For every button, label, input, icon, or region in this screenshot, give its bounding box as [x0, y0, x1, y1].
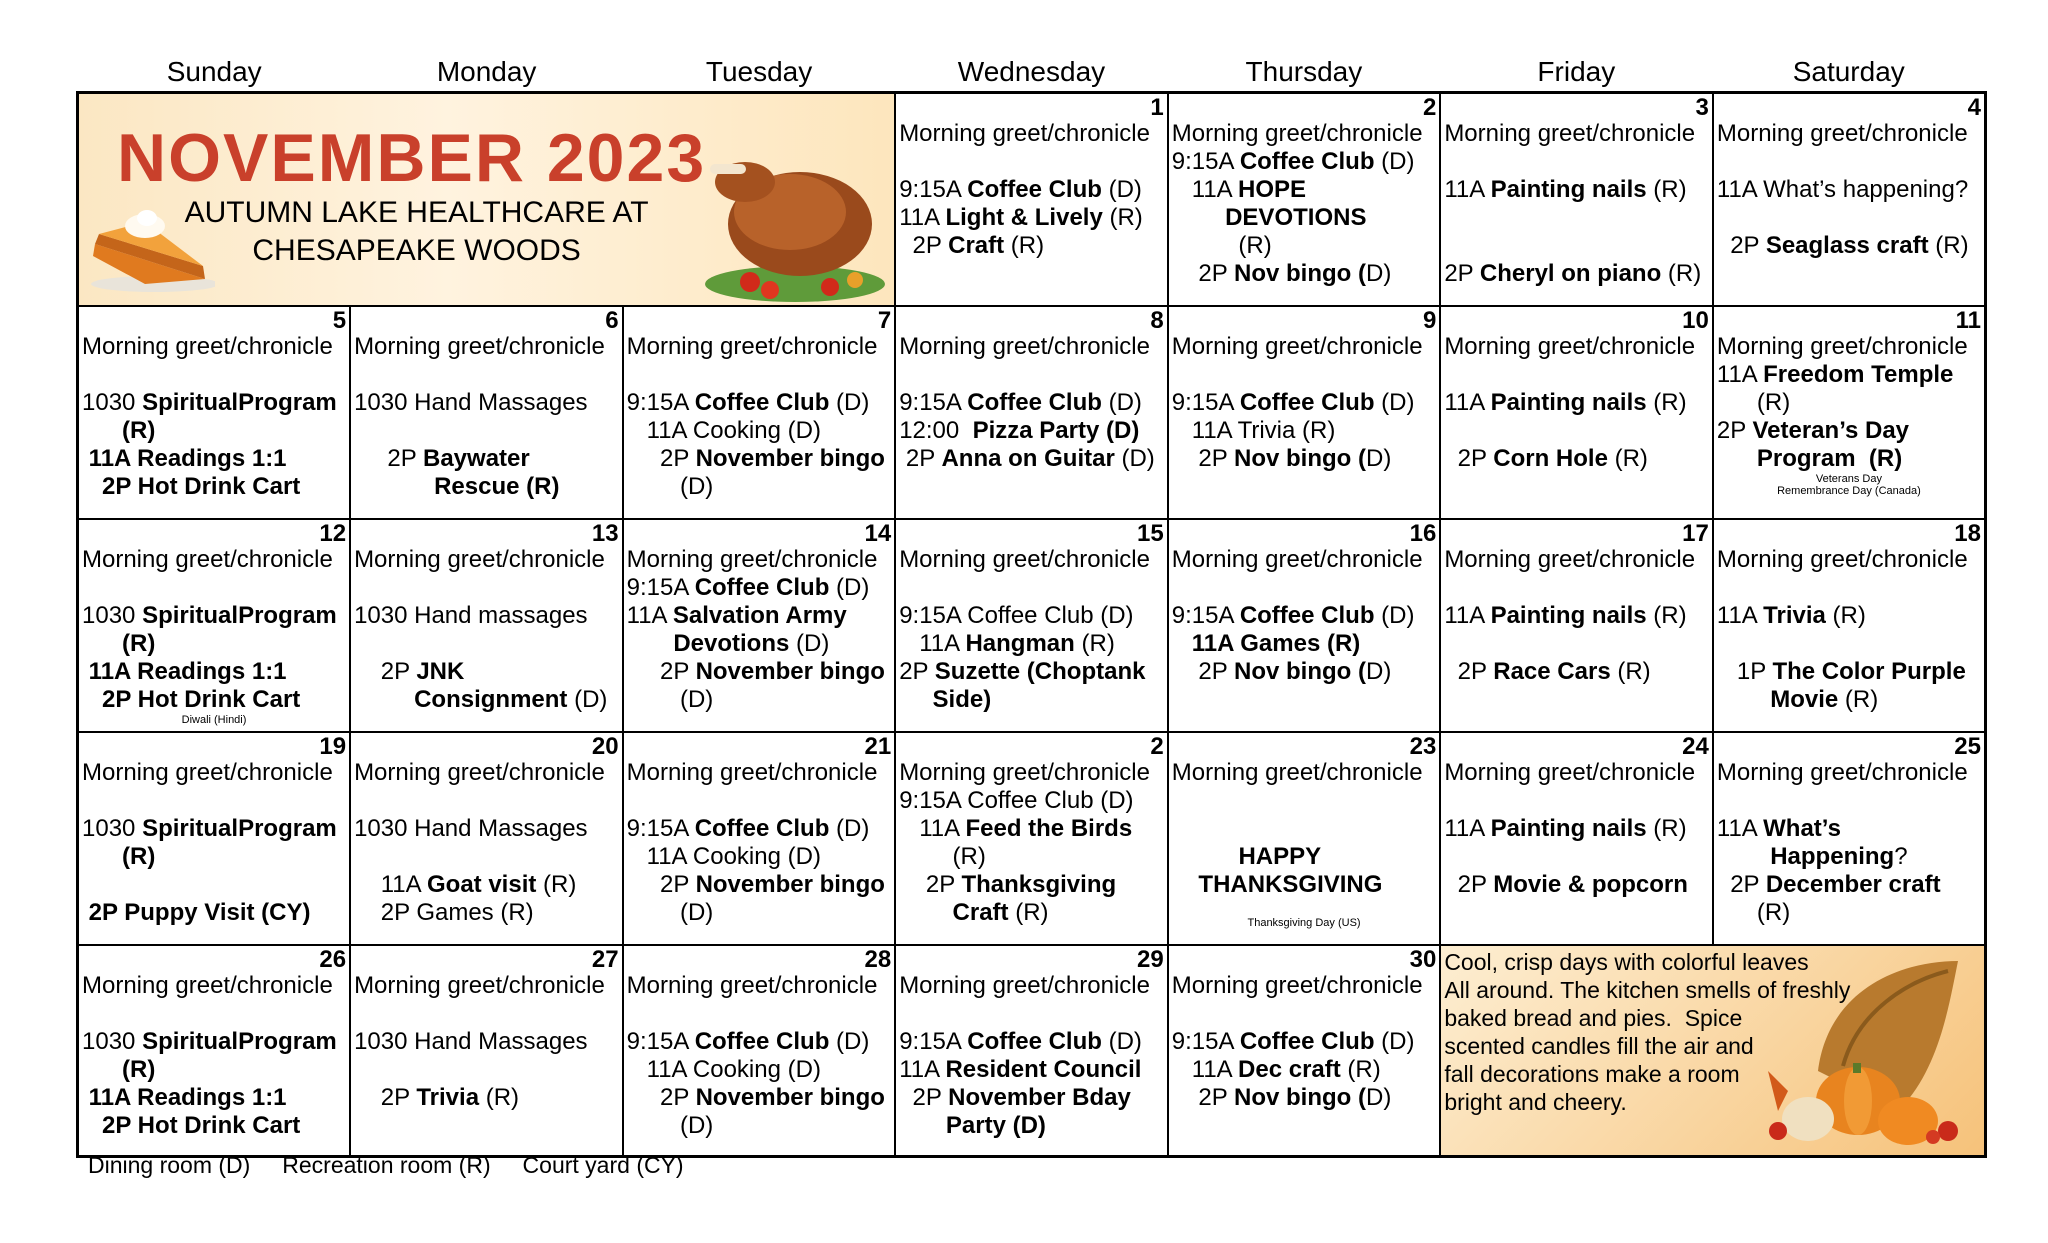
day-number: 29 — [1137, 945, 1164, 973]
activity-line — [899, 574, 1164, 602]
activity-line: (D) — [626, 472, 714, 500]
activity-line: 11A What’s — [1716, 814, 1841, 842]
day-cell-12 — [78, 519, 351, 732]
activity-line: 2P Suzette (Choptank — [899, 657, 1146, 685]
activity-line — [1444, 148, 1709, 176]
weekday-sunday: Sunday — [166, 56, 262, 87]
activity-line: Morning greet/chronicle — [626, 332, 878, 360]
activity-line — [354, 574, 619, 602]
day-number: 5 — [332, 306, 347, 334]
activity-line: 2P Games (R) — [354, 898, 534, 926]
activity-line — [1717, 787, 1981, 815]
day-number: 21 — [864, 732, 892, 760]
day-number: 2 — [1422, 94, 1437, 121]
day-cell-14 — [623, 519, 896, 732]
banner-subtitle-line1: AUTUMN LAKE HEALTHCARE AT — [184, 196, 649, 229]
activity-line: 11A Dec craft (R) — [1171, 1055, 1381, 1083]
day-cell-7 — [623, 306, 896, 519]
activity-line: 9:15A Coffee Club (D) — [1171, 148, 1415, 175]
activity-line: (D) — [626, 898, 714, 926]
activity-line: 2P Nov bingo (D) — [1171, 657, 1392, 685]
activity-line: 9:15A Coffee Club (D) — [1171, 388, 1415, 416]
activity-line: Morning greet/chronicle — [626, 758, 878, 786]
activity-line: (R) — [122, 1055, 156, 1083]
activity-line: 11A Readings 1:1 — [88, 657, 287, 685]
activity-line: 9:15A Coffee Club (D) — [626, 388, 870, 416]
activity-line: 2P Seaglass craft (R) — [1716, 232, 1969, 259]
activity-line: Side) — [932, 685, 992, 713]
activity-line — [899, 148, 1164, 176]
activity-line — [1444, 843, 1709, 871]
weekday-friday: Friday — [1537, 56, 1616, 87]
activity-line: THANKSGIVING — [1198, 870, 1383, 898]
activity-line — [1444, 574, 1709, 602]
activity-line: 11A Painting nails (R) — [1444, 388, 1687, 416]
day-cell-17 — [1440, 519, 1713, 732]
activity-line: Morning greet/chronicle — [899, 971, 1150, 999]
activity-line: 9:15A Coffee Club (D) — [899, 601, 1134, 629]
activity-line: Morning greet/chronicle — [1171, 120, 1423, 147]
activity-line — [1172, 361, 1437, 389]
activity-line: Morning greet/chronicle — [1444, 758, 1696, 786]
activity-line: 11A What’s happening? — [1716, 176, 1969, 203]
activity-line: 9:15A Coffee Club (D) — [626, 814, 870, 842]
month-banner — [78, 93, 896, 306]
activity-line — [1444, 232, 1709, 260]
activity-line: 2P Nov bingo (D) — [1171, 260, 1392, 287]
day-cell-23 — [1168, 732, 1441, 945]
day-number: 23 — [1409, 732, 1437, 760]
activity-line: 9:15A Coffee Club (D) — [899, 786, 1134, 814]
day-cell-24 — [1440, 732, 1713, 945]
activity-line — [899, 1000, 1164, 1028]
activity-line: 9:15A Coffee Club (D) — [1171, 601, 1415, 629]
activity-line — [1444, 361, 1709, 389]
day-cell-5 — [78, 306, 351, 519]
day-cell-18 — [1713, 519, 1986, 732]
day-number: 6 — [605, 306, 619, 334]
activity-line: DEVOTIONS — [1225, 204, 1367, 231]
activity-line: Morning greet/chronicle — [82, 971, 333, 999]
activity-line: Morning greet/chronicle — [354, 332, 605, 360]
activity-line: Morning greet/chronicle — [899, 332, 1150, 360]
autumn-message-text: Cool, crisp days with colorful leaves All around. The kitchen smells of freshly baked bread and pies. Spice scented candles fill the air and fall decorations make a room bright and cheery. — [1444, 948, 1851, 1115]
day-number: 24 — [1682, 732, 1709, 760]
activity-line — [1717, 204, 1981, 232]
activity-line: 1030 Hand massages — [354, 601, 588, 629]
activity-line: Party (D) — [945, 1111, 1046, 1139]
activity-line: Morning greet/chronicle — [82, 545, 333, 573]
activity-line: 11A Resident Council — [899, 1055, 1142, 1083]
day-cell-8 — [895, 306, 1168, 519]
day-cell-3 — [1440, 93, 1713, 306]
day-number: 18 — [1954, 519, 1981, 547]
activity-line: HAPPY — [1238, 842, 1322, 870]
activity-line: (R) — [122, 416, 156, 444]
weekday-thursday: Thursday — [1245, 56, 1363, 87]
day-cell-11 — [1713, 306, 1986, 519]
day-number: 10 — [1682, 306, 1709, 334]
activity-line — [1172, 787, 1437, 815]
holiday-note: Veterans Day Remembrance Day (Canada) — [1777, 472, 1921, 497]
weekday-saturday: Saturday — [1792, 56, 1905, 87]
day-cell-27 — [350, 945, 623, 1157]
activity-line: 11A Painting nails (R) — [1444, 176, 1687, 203]
activity-line — [354, 1056, 619, 1084]
activity-line: (D) — [626, 685, 714, 713]
activity-line: Morning greet/chronicle — [1171, 545, 1423, 573]
activity-line: 2P Baywater — [354, 444, 530, 472]
activity-line: Consignment (D) — [414, 685, 608, 713]
activity-line — [354, 843, 619, 871]
day-number: 12 — [319, 519, 347, 547]
banner-title: NOVEMBER 2023 — [117, 120, 707, 196]
activity-line: 1030 Hand Massages — [354, 1027, 588, 1055]
activity-line: Morning greet/chronicle — [82, 332, 333, 360]
day-number: 1 — [1150, 94, 1164, 121]
weekday-wednesday: Wednesday — [957, 56, 1106, 87]
activity-line: 11A Painting nails (R) — [1444, 814, 1687, 842]
day-number: 17 — [1682, 519, 1709, 547]
day-number: 19 — [319, 732, 347, 760]
activity-line — [1717, 148, 1981, 176]
activity-line — [1444, 417, 1709, 445]
activity-line: 9:15A Coffee Club (D) — [626, 1027, 870, 1055]
activity-line: Morning greet/chronicle — [1716, 545, 1968, 573]
day-cell-4 — [1713, 93, 1986, 306]
day-cell-26 — [78, 945, 351, 1157]
activity-line: Morning greet/chronicle — [1444, 545, 1696, 573]
activity-line: 9:15A Coffee Club (D) — [1171, 1027, 1415, 1055]
activity-line: Devotions (D) — [673, 629, 830, 657]
activity-line: Morning greet/chronicle — [1716, 120, 1968, 147]
activity-line — [627, 787, 892, 815]
day-number: 7 — [877, 306, 892, 334]
activity-line — [627, 361, 892, 389]
banner-subtitle-line2: CHESAPEAKE WOODS — [252, 234, 581, 267]
activity-line: 11A Trivia (R) — [1716, 601, 1866, 629]
activity-line: 11A Cooking (D) — [626, 416, 821, 444]
day-number: 3 — [1695, 94, 1709, 121]
activity-line: Morning greet/chronicle — [354, 545, 605, 573]
day-cell-29 — [895, 945, 1168, 1157]
activity-line: Morning greet/chronicle — [1171, 332, 1423, 360]
day-cell-15 — [895, 519, 1168, 732]
day-cell-20 — [350, 732, 623, 945]
activity-line: 11A Hangman (R) — [899, 629, 1115, 657]
activity-line: Morning greet/chronicle — [1171, 971, 1423, 999]
activity-line: 1030 SpiritualProgram — [82, 1027, 337, 1055]
activity-line — [627, 1000, 892, 1028]
activity-line: Morning greet/chronicle — [1716, 758, 1968, 786]
activity-line: Rescue (R) — [434, 472, 560, 500]
day-number: 2 — [1150, 732, 1164, 760]
activity-line — [82, 787, 346, 815]
day-cell-9 — [1168, 306, 1441, 519]
activity-line — [354, 787, 619, 815]
day-cell-30 — [1168, 945, 1441, 1157]
activity-line: Craft (R) — [952, 898, 1049, 926]
day-number: 26 — [319, 945, 347, 973]
holiday-note: Thanksgiving Day (US) — [1247, 916, 1361, 929]
activity-line: 11A Trivia (R) — [1171, 416, 1336, 444]
activity-line — [1172, 574, 1437, 602]
activity-line — [82, 361, 346, 389]
day-number: 28 — [864, 945, 892, 973]
activity-line — [354, 1000, 619, 1028]
activity-line: (R) — [1171, 232, 1272, 259]
activity-line — [1717, 574, 1981, 602]
activity-line: 2P Trivia (R) — [354, 1083, 520, 1111]
activity-line: 12:00 Pizza Party (D) — [899, 416, 1140, 444]
holiday-note: Diwali (Hindi) — [181, 713, 247, 726]
activity-line: 2P November bingo — [626, 870, 885, 898]
activity-line: 11A Light & Lively (R) — [899, 204, 1143, 231]
activity-line: 11A Readings 1:1 — [88, 1083, 287, 1111]
pumpkin-pie-icon — [85, 184, 215, 294]
activity-line: 2P Cheryl on piano (R) — [1444, 260, 1702, 287]
day-cell-16 — [1168, 519, 1441, 732]
activity-line: 1030 SpiritualProgram — [82, 814, 337, 842]
activity-line: 11A Freedom Temple — [1716, 360, 1954, 388]
activity-line: 11A Goat visit (R) — [354, 870, 577, 898]
activity-line: Happening? — [1770, 842, 1908, 870]
activity-line — [82, 574, 346, 602]
day-cell-2 — [1168, 93, 1441, 306]
activity-line: Morning greet/chronicle — [354, 971, 605, 999]
activity-line: Morning greet/chronicle — [1716, 332, 1968, 360]
activity-line: 2P Hot Drink Cart — [102, 472, 301, 500]
activity-line — [1172, 1000, 1437, 1028]
activity-line: 2P Corn Hole (R) — [1444, 444, 1648, 472]
activity-line — [1172, 815, 1437, 843]
activity-line: Movie (R) — [1770, 685, 1879, 713]
day-number: 25 — [1954, 732, 1981, 760]
activity-line: (R) — [899, 842, 986, 870]
activity-line: 2P Veteran’s Day — [1716, 416, 1910, 444]
activity-line: 2P November Bday — [899, 1083, 1131, 1111]
activity-line: 11A Salvation Army — [626, 601, 847, 629]
roast-turkey-icon — [690, 112, 890, 306]
activity-line: Morning greet/chronicle — [354, 758, 605, 786]
activity-line: Morning greet/chronicle — [899, 758, 1150, 786]
activity-line: 2P Puppy Visit (CY) — [88, 898, 311, 926]
activity-line: 2P JNK — [354, 657, 465, 685]
activity-line: (R) — [122, 842, 156, 870]
activity-line: 9:15A Coffee Club (D) — [899, 176, 1142, 203]
activity-line: 1030 Hand Massages — [354, 814, 588, 842]
activity-line: Morning greet/chronicle — [1444, 332, 1696, 360]
day-number: 15 — [1137, 519, 1164, 547]
activity-line: 11A Cooking (D) — [626, 1055, 821, 1083]
activity-line — [82, 871, 346, 899]
activity-line: 11A Painting nails (R) — [1444, 601, 1687, 629]
activity-line — [899, 361, 1164, 389]
activity-line: Morning greet/chronicle — [899, 120, 1150, 147]
day-number: 30 — [1409, 945, 1437, 973]
activity-line: 2P Craft (R) — [899, 232, 1045, 259]
weekday-header — [78, 54, 1985, 90]
activity-line: 2P Anna on Guitar (D) — [899, 444, 1155, 472]
activity-line: (D) — [626, 1111, 714, 1139]
activity-line: 11A Games (R) — [1191, 629, 1361, 657]
day-cell-10 — [1440, 306, 1713, 519]
autumn-message — [1440, 945, 1985, 1157]
day-number: 20 — [591, 732, 619, 760]
activity-line: 11A Feed the Birds — [899, 814, 1133, 842]
day-cell-21 — [623, 732, 896, 945]
activity-line: 9:15A Coffee Club (D) — [899, 1027, 1142, 1055]
activity-line: 2P November bingo — [626, 657, 885, 685]
activity-line: 2P Nov bingo (D) — [1171, 444, 1392, 472]
activity-line — [354, 630, 619, 658]
day-cell-13 — [350, 519, 623, 732]
day-number: 16 — [1409, 519, 1437, 547]
activity-line: 2P Thanksgiving — [899, 870, 1117, 898]
activity-line: 9:15A Coffee Club (D) — [626, 573, 870, 601]
activity-line: Morning greet/chronicle — [82, 758, 333, 786]
activity-line: 2P Hot Drink Cart — [102, 1111, 301, 1139]
activity-line: 2P Hot Drink Cart — [102, 685, 301, 713]
day-cell-25 — [1713, 732, 1986, 945]
activity-line: 11A Cooking (D) — [626, 842, 821, 870]
activity-line: Morning greet/chronicle — [626, 545, 878, 573]
activity-line — [1444, 204, 1709, 232]
weekday-monday: Monday — [436, 56, 537, 87]
activity-line — [82, 1000, 346, 1028]
day-number: 8 — [1150, 306, 1164, 334]
calendar-grid — [76, 91, 1987, 1158]
activity-line: 1P The Color Purple — [1716, 657, 1966, 685]
activity-line: 2P Race Cars (R) — [1444, 657, 1651, 685]
day-number: 11 — [1955, 306, 1981, 334]
activity-line: (R) — [1716, 898, 1791, 926]
activity-line: Program (R) — [1756, 444, 1903, 472]
activity-line: 1030 SpiritualProgram — [82, 601, 337, 629]
day-cell-6 — [350, 306, 623, 519]
activity-line — [354, 361, 619, 389]
activity-line: 2P November bingo — [626, 444, 885, 472]
activity-line: 1030 Hand Massages — [354, 388, 588, 416]
activity-line: 9:15A Coffee Club (D) — [899, 388, 1142, 416]
activity-line — [1444, 630, 1709, 658]
activity-line: 2P November bingo — [626, 1083, 885, 1111]
day-number: 27 — [591, 945, 619, 973]
activity-line: 1030 SpiritualProgram — [82, 388, 337, 416]
activity-line: 2P Nov bingo (D) — [1171, 1083, 1392, 1111]
activity-line: (R) — [122, 629, 156, 657]
activity-line: Morning greet/chronicle — [1444, 120, 1696, 147]
activity-line: (R) — [1716, 388, 1791, 416]
room-legend: Dining room (D) Recreation room (R) Court yard (CY) — [88, 1152, 684, 1178]
activity-line: Morning greet/chronicle — [1171, 758, 1423, 786]
activity-line: 2P December craft — [1716, 870, 1941, 898]
day-number: 13 — [591, 519, 619, 547]
activity-line — [1444, 787, 1709, 815]
activity-line — [1717, 630, 1981, 658]
activity-line: 11A Readings 1:1 — [88, 444, 287, 472]
day-cell-1 — [895, 93, 1168, 306]
day-number: 14 — [864, 519, 892, 547]
weekday-tuesday: Tuesday — [705, 56, 813, 87]
activity-line: Morning greet/chronicle — [899, 545, 1150, 573]
activity-line — [354, 417, 619, 445]
day-cell-19 — [78, 732, 351, 945]
day-number: 9 — [1422, 306, 1437, 334]
day-cell-28 — [623, 945, 896, 1157]
day-number: 4 — [1967, 94, 1981, 121]
activity-line: 11A HOPE — [1171, 176, 1307, 203]
activity-line: Morning greet/chronicle — [626, 971, 878, 999]
day-cell-22 — [895, 732, 1168, 945]
activity-line: 2P Movie & popcorn — [1444, 870, 1688, 898]
